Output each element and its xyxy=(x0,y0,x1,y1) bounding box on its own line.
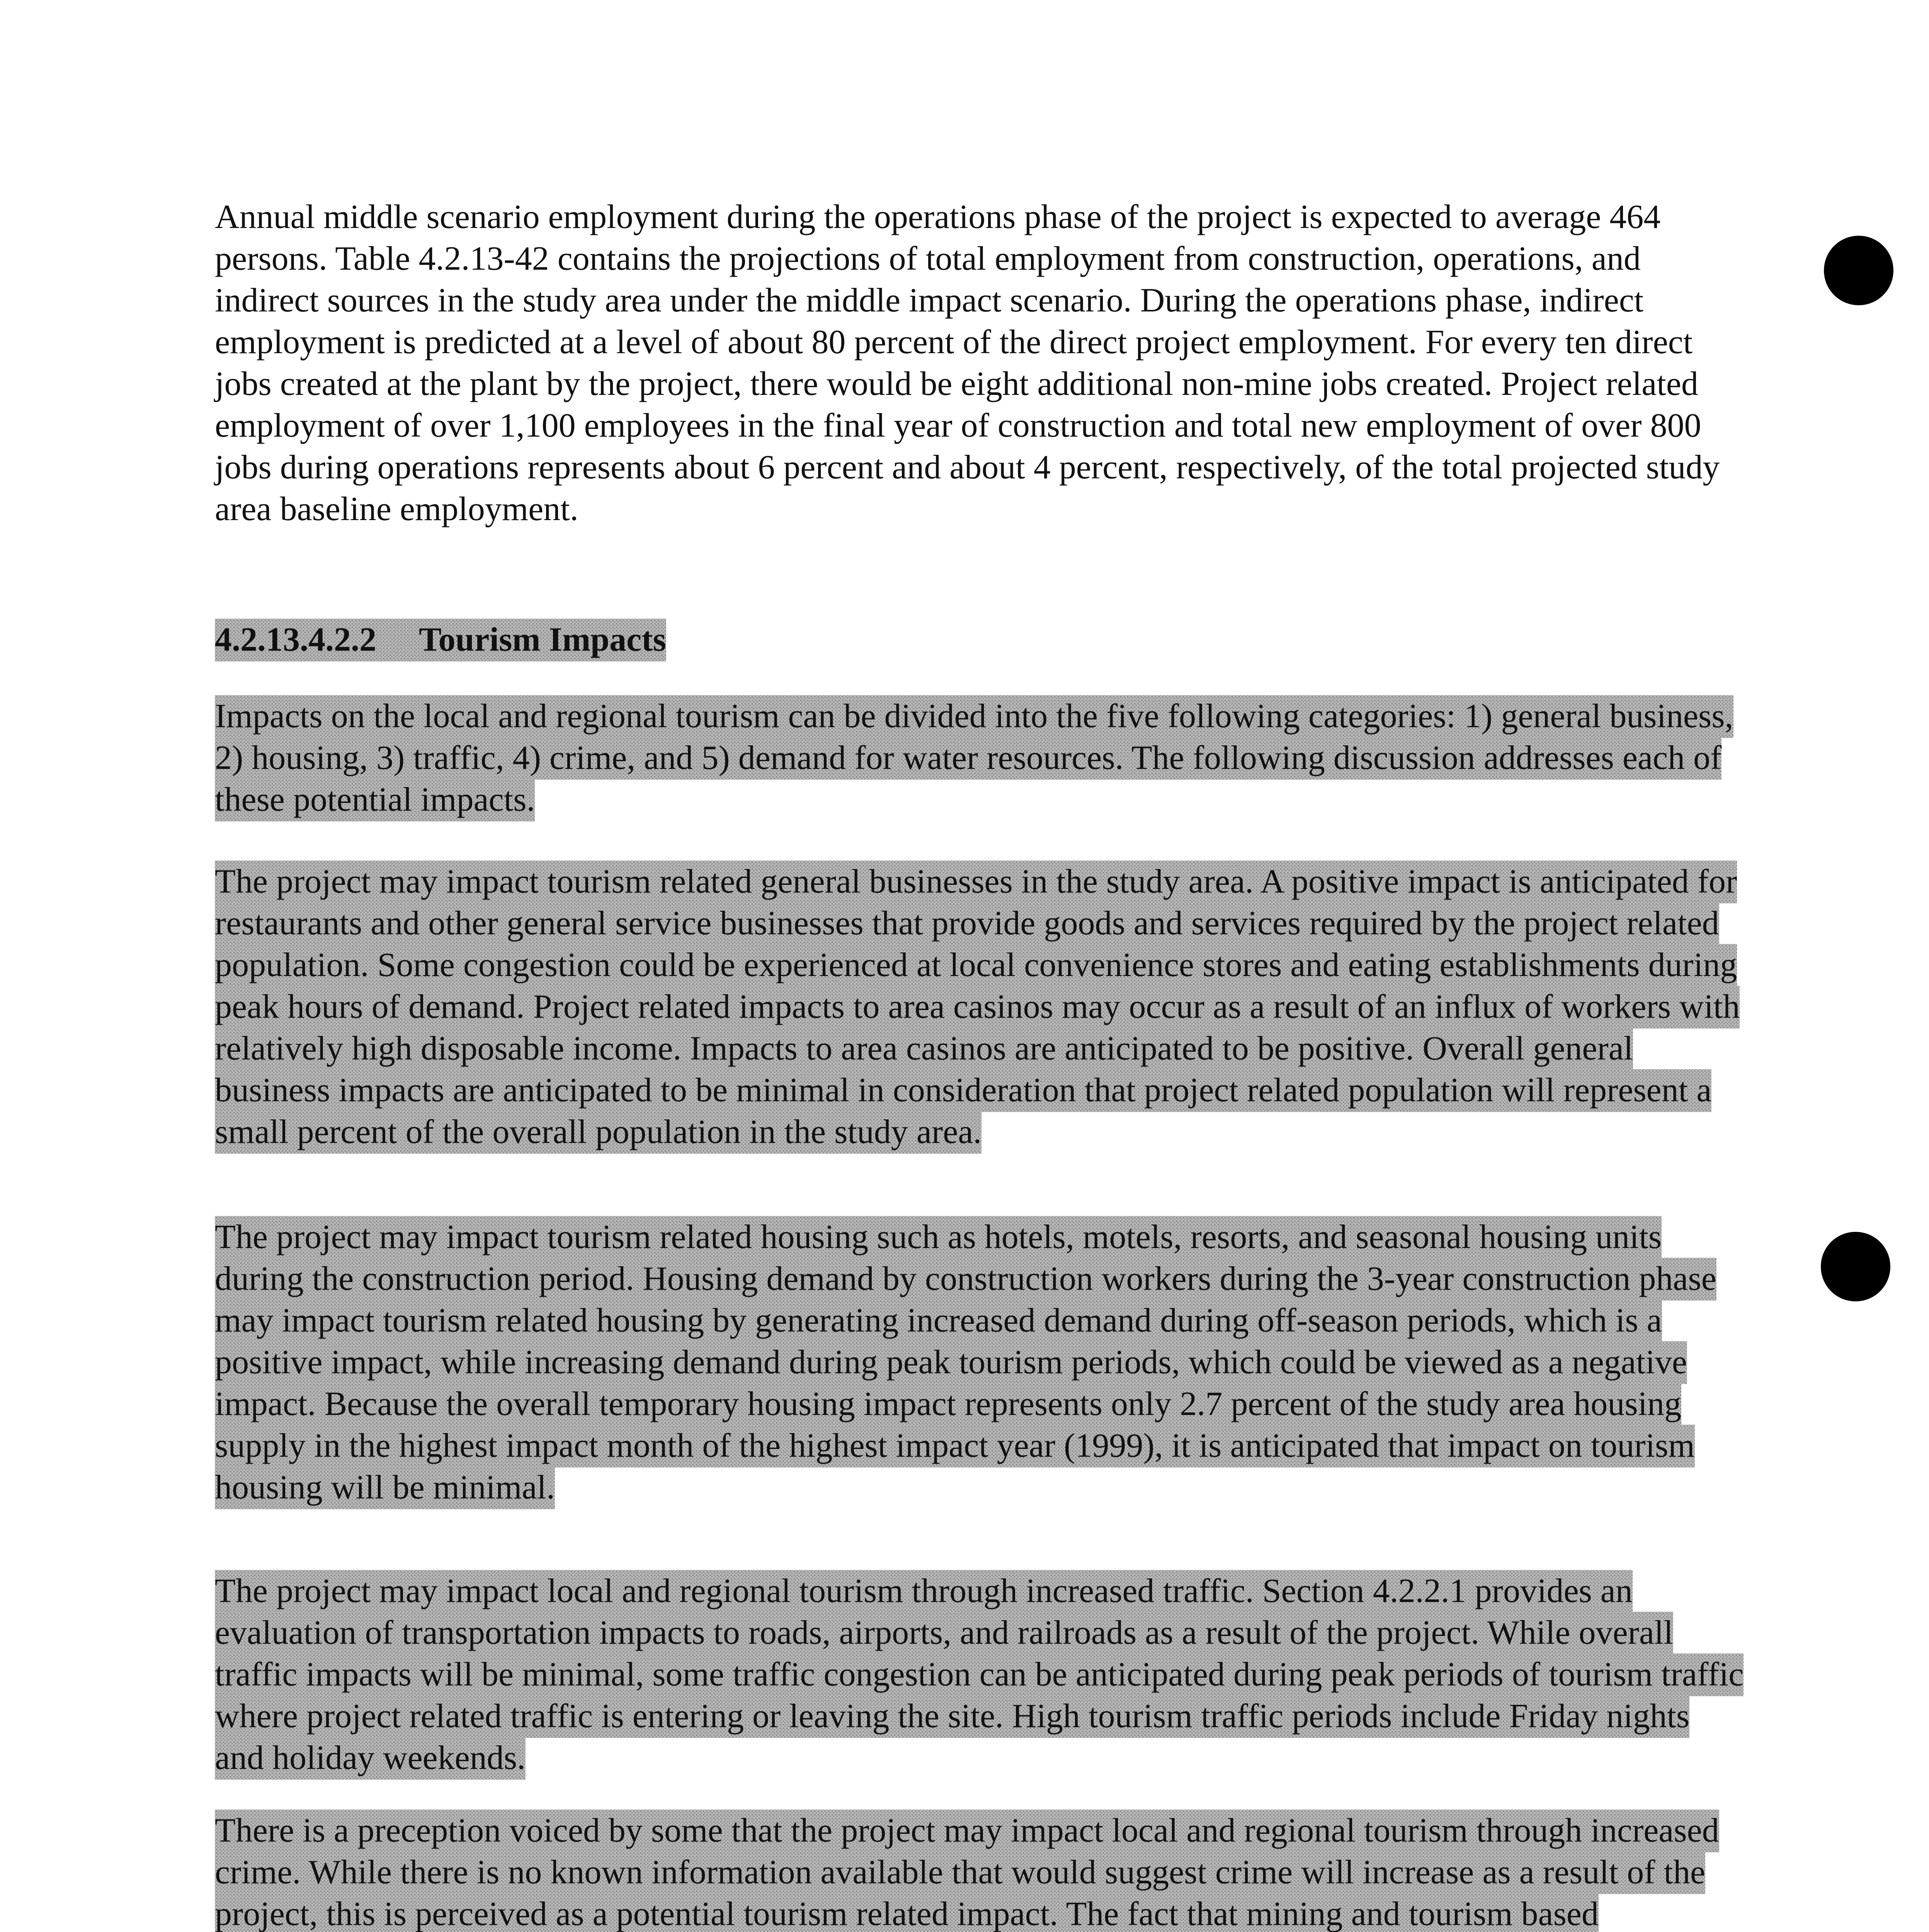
paragraph-text: Annual middle scenario employment during the operations phase of the project is expected to average 464 persons. Table 4.2.13-42 contains the projections of total employment from construction, operations, and indirect sources in the study area under the middle impact scenario. During the operations phase, indirect employment is predicted at a level of about 80 percent of the direct project employment. For every ten direct jobs created at the plant by the project, there would be eight additional non-mine jobs created. Project related employment of over 1,100 employees in the final year of construction and total new employment of over 800 jobs during operations represents about 6 percent and about 4 percent, respectively, of the total projected study area baseline employment. xyxy=(215,198,1720,528)
margin-dot-icon xyxy=(1821,1232,1890,1301)
paragraph-tourism-categories xyxy=(215,696,1745,821)
paragraph-traffic xyxy=(215,1570,1745,1779)
paragraph-text-highlighted: The project may impact local and regional tourism through increased traffic. Section 4.2.2.1 provides an evaluation of transportation impacts to roads, airports, and railroads as a result of the project. While overall traffic impacts will be minimal, some traffic congestion can be anticipated during peak periods of tourism traffic where project related traffic is entering or leaving the site. High tourism traffic periods include Friday nights and holiday weekends. xyxy=(215,1570,1744,1780)
paragraph-text-highlighted: The project may impact tourism related housing such as hotels, motels, resorts, and seasonal housing units during the construction period. Housing demand by construction workers during the 3-year construction phase may impact tourism related housing by generating increased demand during off-season periods, which is a positive impact, while increasing demand during peak tourism periods, which could be viewed as a negative impact. Because the overall temporary housing impact represents only 2.7 percent of the study area housing supply in the highest impact month of the highest impact year (1999), it is anticipated that impact on tourism housing will be minimal. xyxy=(215,1216,1716,1509)
paragraph-text-highlighted: The project may impact tourism related general businesses in the study area. A positive impact is anticipated for restaurants and other general service businesses that provide goods and services required by the project related population. Some congestion could be experienced at local convenience stores and eating establishments during peak hours of demand. Project related impacts to area casinos may occur as a result of an influx of workers with relatively high disposable income. Impacts to area casinos are anticipated to be positive. Overall general business impacts are anticipated to be minimal in consideration that project related population will represent a small percent of the overall population in the study area. xyxy=(215,861,1740,1154)
margin-dot-icon xyxy=(1824,236,1893,305)
paragraph-text-highlighted: Impacts on the local and regional tourism can be divided into the five following categories: 1) general business, 2) housing, 3) traffic, 4) crime, and 5) demand for water resources. The following discussion addresses each of these potential impacts. xyxy=(215,695,1733,821)
heading-highlight xyxy=(215,619,666,662)
paragraph-text-highlighted: There is a preception voiced by some that the project may impact local and regional tourism through increased crime. While there is no known information available that would suggest crime will increase as a result of the project, this is perceived as a potential tourism related impact. The fact that mining and tourism based xyxy=(215,1810,1719,1932)
paragraph-housing xyxy=(215,1216,1745,1509)
paragraph-crime xyxy=(215,1810,1745,1932)
section-heading xyxy=(215,619,666,661)
section-title: Tourism Impacts xyxy=(419,621,666,658)
section-number: 4.2.13.4.2.2 xyxy=(215,621,376,658)
paragraph-general-business xyxy=(215,861,1745,1153)
paragraph-employment xyxy=(215,196,1745,530)
